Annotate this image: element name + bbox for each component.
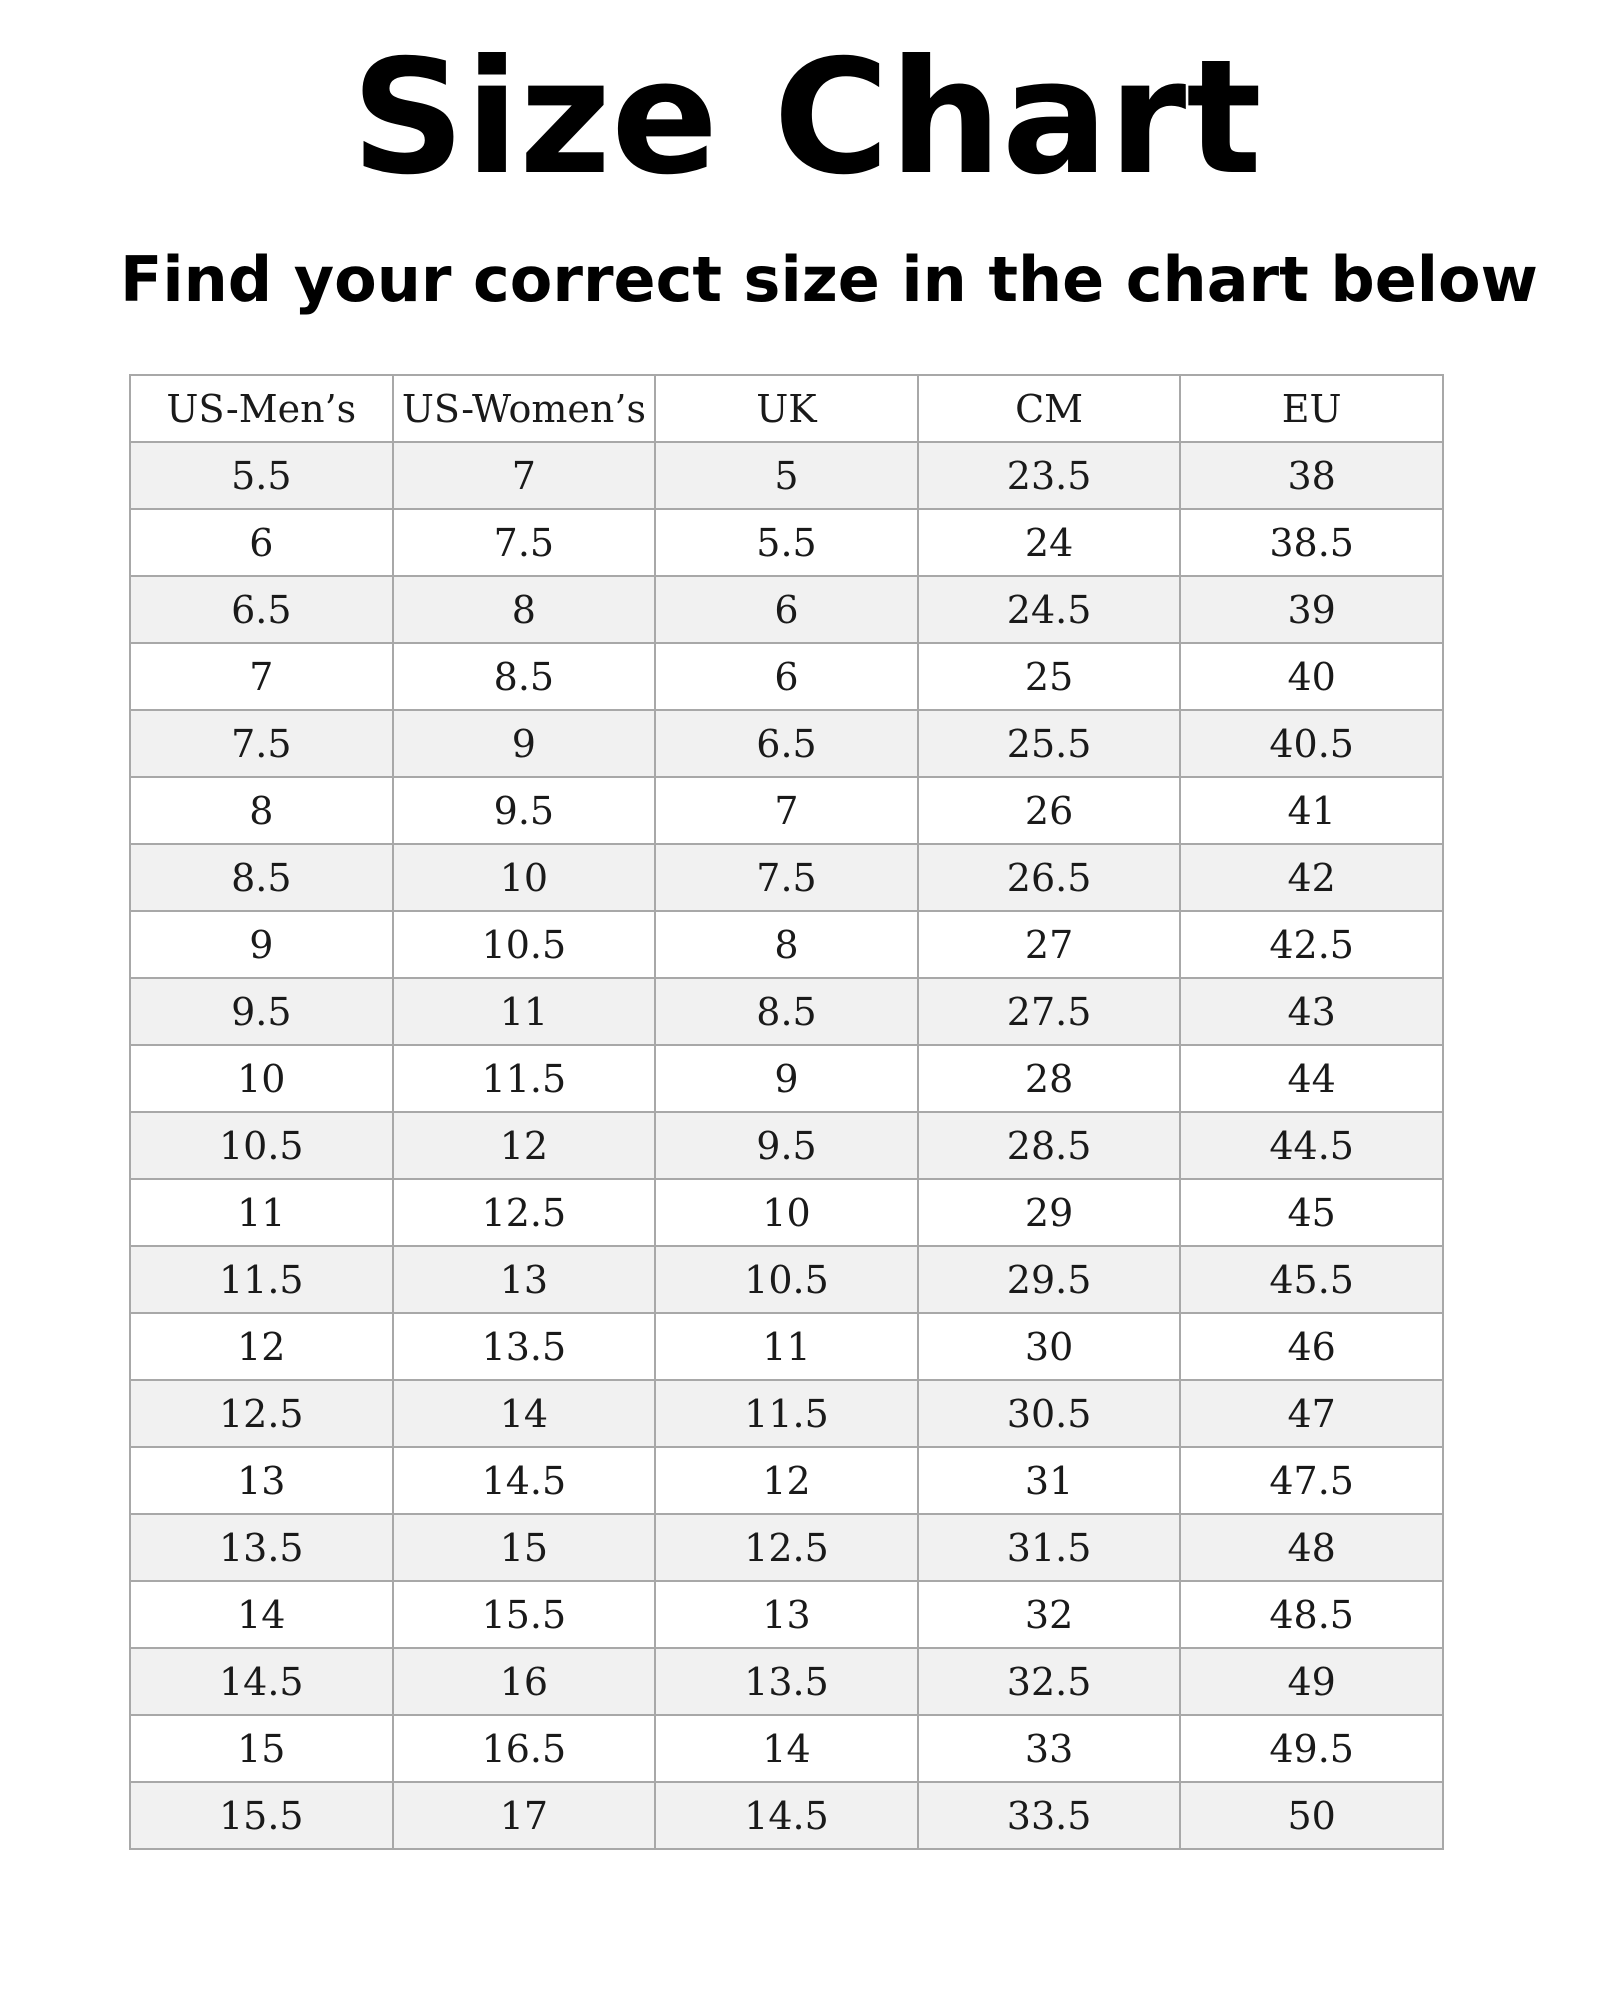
- table-cell: 12: [393, 1112, 656, 1179]
- table-row: [130, 1447, 1443, 1514]
- table-cell: 16.5: [393, 1715, 656, 1782]
- table-cell: 7.5: [393, 509, 656, 576]
- table-row: [130, 1112, 1443, 1179]
- table-cell: 9: [130, 911, 393, 978]
- table-cell: 42.5: [1180, 911, 1443, 978]
- table-cell: 32: [918, 1581, 1181, 1648]
- table-row: [130, 1313, 1443, 1380]
- table-row: [130, 1581, 1443, 1648]
- table-cell: 39: [1180, 576, 1443, 643]
- table-cell: 24.5: [918, 576, 1181, 643]
- table-cell: 5.5: [655, 509, 918, 576]
- table-cell: 7.5: [130, 710, 393, 777]
- table-cell: 32.5: [918, 1648, 1181, 1715]
- table-cell: 13.5: [130, 1514, 393, 1581]
- table-cell: 33.5: [918, 1782, 1181, 1849]
- page-title: Size Chart: [351, 26, 1262, 210]
- table-cell: 38.5: [1180, 509, 1443, 576]
- table-cell: 44: [1180, 1045, 1443, 1112]
- table-row: [130, 1045, 1443, 1112]
- table-cell: 13: [393, 1246, 656, 1313]
- table-cell: 9.5: [130, 978, 393, 1045]
- table-cell: 30: [918, 1313, 1181, 1380]
- table-cell: 30.5: [918, 1380, 1181, 1447]
- table-cell: 24: [918, 509, 1181, 576]
- column-header: EU: [1180, 375, 1443, 442]
- table-cell: 27.5: [918, 978, 1181, 1045]
- table-cell: 5: [655, 442, 918, 509]
- table-cell: 40.5: [1180, 710, 1443, 777]
- table-cell: 41: [1180, 777, 1443, 844]
- table-cell: 9.5: [655, 1112, 918, 1179]
- column-header: US-Men’s: [130, 375, 393, 442]
- table-cell: 14.5: [130, 1648, 393, 1715]
- table-cell: 48.5: [1180, 1581, 1443, 1648]
- table-cell: 13: [655, 1581, 918, 1648]
- column-header: US-Women’s: [393, 375, 656, 442]
- table-row: [130, 1782, 1443, 1849]
- table-cell: 15: [130, 1715, 393, 1782]
- table-row: [130, 1380, 1443, 1447]
- page-subtitle: Find your correct size in the chart below: [120, 243, 1538, 316]
- table-cell: 10.5: [393, 911, 656, 978]
- table-row: [130, 777, 1443, 844]
- table-cell: 6: [655, 576, 918, 643]
- table-cell: 28.5: [918, 1112, 1181, 1179]
- table-cell: 43: [1180, 978, 1443, 1045]
- table-cell: 42: [1180, 844, 1443, 911]
- table-cell: 12.5: [393, 1179, 656, 1246]
- table-cell: 6: [130, 509, 393, 576]
- table-row: [130, 1648, 1443, 1715]
- table-cell: 15.5: [393, 1581, 656, 1648]
- table-cell: 12.5: [130, 1380, 393, 1447]
- table-cell: 14.5: [655, 1782, 918, 1849]
- size-table-body: [130, 442, 1443, 1849]
- table-cell: 49.5: [1180, 1715, 1443, 1782]
- table-cell: 8.5: [655, 978, 918, 1045]
- table-cell: 45: [1180, 1179, 1443, 1246]
- table-cell: 10: [655, 1179, 918, 1246]
- table-cell: 25.5: [918, 710, 1181, 777]
- table-cell: 48: [1180, 1514, 1443, 1581]
- table-cell: 28: [918, 1045, 1181, 1112]
- table-cell: 33: [918, 1715, 1181, 1782]
- table-cell: 8: [130, 777, 393, 844]
- table-cell: 11: [393, 978, 656, 1045]
- table-cell: 6.5: [655, 710, 918, 777]
- table-cell: 12: [130, 1313, 393, 1380]
- table-cell: 7.5: [655, 844, 918, 911]
- table-cell: 12.5: [655, 1514, 918, 1581]
- table-cell: 14: [393, 1380, 656, 1447]
- table-cell: 27: [918, 911, 1181, 978]
- table-cell: 10.5: [130, 1112, 393, 1179]
- table-cell: 49: [1180, 1648, 1443, 1715]
- table-row: [130, 1246, 1443, 1313]
- column-header: CM: [918, 375, 1181, 442]
- table-row: [130, 710, 1443, 777]
- table-row: [130, 844, 1443, 911]
- table-cell: 46: [1180, 1313, 1443, 1380]
- table-row: [130, 911, 1443, 978]
- table-cell: 7: [655, 777, 918, 844]
- table-cell: 38: [1180, 442, 1443, 509]
- table-cell: 11: [655, 1313, 918, 1380]
- table-cell: 16: [393, 1648, 656, 1715]
- table-cell: 15.5: [130, 1782, 393, 1849]
- header-row: [130, 375, 1443, 442]
- table-cell: 13.5: [393, 1313, 656, 1380]
- size-table: [129, 374, 1444, 1850]
- table-row: [130, 1514, 1443, 1581]
- table-cell: 47: [1180, 1380, 1443, 1447]
- table-cell: 26: [918, 777, 1181, 844]
- table-cell: 11.5: [655, 1380, 918, 1447]
- table-cell: 14.5: [393, 1447, 656, 1514]
- table-cell: 11.5: [393, 1045, 656, 1112]
- table-cell: 29: [918, 1179, 1181, 1246]
- table-row: [130, 978, 1443, 1045]
- table-cell: 14: [655, 1715, 918, 1782]
- table-row: [130, 509, 1443, 576]
- table-row: [130, 1179, 1443, 1246]
- table-cell: 8.5: [130, 844, 393, 911]
- table-cell: 8.5: [393, 643, 656, 710]
- table-cell: 50: [1180, 1782, 1443, 1849]
- table-cell: 17: [393, 1782, 656, 1849]
- table-cell: 10: [393, 844, 656, 911]
- table-row: [130, 1715, 1443, 1782]
- table-cell: 13: [130, 1447, 393, 1514]
- table-row: [130, 442, 1443, 509]
- table-cell: 8: [393, 576, 656, 643]
- table-cell: 44.5: [1180, 1112, 1443, 1179]
- table-cell: 9.5: [393, 777, 656, 844]
- table-cell: 29.5: [918, 1246, 1181, 1313]
- table-cell: 45.5: [1180, 1246, 1443, 1313]
- table-cell: 9: [393, 710, 656, 777]
- table-cell: 6: [655, 643, 918, 710]
- table-cell: 40: [1180, 643, 1443, 710]
- table-cell: 7: [130, 643, 393, 710]
- table-row: [130, 576, 1443, 643]
- table-row: [130, 643, 1443, 710]
- table-cell: 9: [655, 1045, 918, 1112]
- table-cell: 14: [130, 1581, 393, 1648]
- table-cell: 26.5: [918, 844, 1181, 911]
- table-cell: 11.5: [130, 1246, 393, 1313]
- column-header: UK: [655, 375, 918, 442]
- size-table-header: [130, 375, 1443, 442]
- table-cell: 31.5: [918, 1514, 1181, 1581]
- table-cell: 31: [918, 1447, 1181, 1514]
- table-cell: 5.5: [130, 442, 393, 509]
- table-cell: 12: [655, 1447, 918, 1514]
- table-cell: 7: [393, 442, 656, 509]
- table-cell: 8: [655, 911, 918, 978]
- table-cell: 10: [130, 1045, 393, 1112]
- table-cell: 6.5: [130, 576, 393, 643]
- table-cell: 10.5: [655, 1246, 918, 1313]
- table-cell: 23.5: [918, 442, 1181, 509]
- table-cell: 15: [393, 1514, 656, 1581]
- table-cell: 11: [130, 1179, 393, 1246]
- table-cell: 47.5: [1180, 1447, 1443, 1514]
- table-cell: 25: [918, 643, 1181, 710]
- table-cell: 13.5: [655, 1648, 918, 1715]
